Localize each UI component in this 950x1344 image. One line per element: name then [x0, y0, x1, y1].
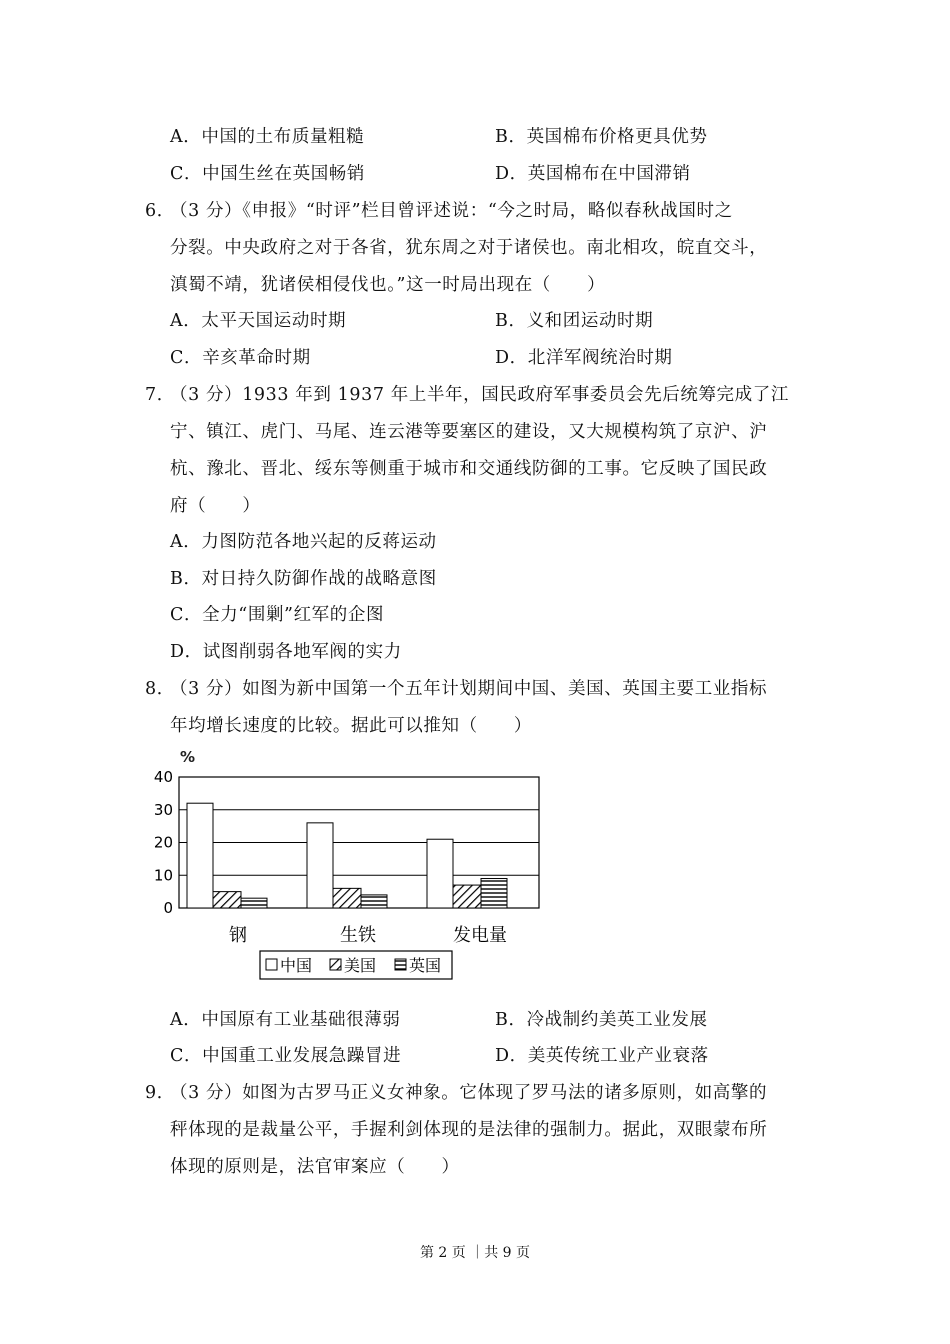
x-category-label: 钢 [229, 925, 247, 946]
q8-option-c: C．中国重工业发展急躁冒进 [170, 1046, 402, 1066]
q8-option-b: B．冷战制约美英工业发展 [495, 1010, 708, 1030]
q9-number: 9． [145, 1083, 175, 1103]
q7-stem-line-2: 宁、镇江、虎门、马尾、连云港等要塞区的建设，又大规模构筑了京沪、沪 [170, 422, 768, 442]
q7-option-c: C．全力“围剿”红军的企图 [170, 605, 385, 625]
q7-option-a: A．力图防范各地兴起的反蒋运动 [170, 532, 437, 552]
legend-label: 英国 [409, 956, 442, 975]
legend-label: 中国 [280, 956, 313, 975]
q8-stem-line-2: 年均增长速度的比较。据此可以推知（ ） [170, 716, 532, 736]
q8-option-d: D．美英传统工业产业衰落 [495, 1046, 709, 1066]
legend-label: 美国 [344, 956, 377, 975]
q7-stem-line-1: （3 分）1933 年到 1937 年上半年，国民政府军事委员会先后统筹完成了江 [170, 385, 789, 405]
bar-英国-钢 [241, 898, 267, 908]
bar-英国-发电量 [481, 879, 507, 908]
q6-number: 6． [145, 201, 175, 221]
q6-stem-line-3: 滇蜀不靖，犹诸侯相侵伐也。”这一时局出现在（ ） [170, 275, 606, 295]
q8-stem-line-1: （3 分）如图为新中国第一个五年计划期间中国、美国、英国主要工业指标 [170, 679, 768, 699]
q8-option-a: A．中国原有工业基础很薄弱 [170, 1010, 401, 1030]
q7-stem-line-3: 杭、豫北、晋北、绥东等侧重于城市和交通线防御的工事。它反映了国民政 [170, 459, 768, 479]
bar-美国-发电量 [453, 885, 481, 908]
y-tick-label: 0 [163, 899, 173, 917]
q5-option-c: C．中国生丝在英国畅销 [170, 164, 365, 184]
q7-number: 7． [145, 385, 175, 405]
y-axis-unit-label: % [180, 748, 196, 766]
bar-英国-生铁 [361, 895, 387, 908]
legend-swatch-中国 [266, 959, 277, 970]
bar-美国-生铁 [333, 888, 361, 908]
legend-swatch-英国 [395, 959, 406, 970]
y-tick-label: 40 [153, 768, 173, 786]
q6-option-c: C．辛亥革命时期 [170, 348, 311, 368]
q5-option-b: B．英国棉布价格更具优势 [495, 127, 708, 147]
q8-number: 8． [145, 679, 175, 699]
page-footer: 第 2 页 ｜共 9 页 [419, 1245, 531, 1261]
q9-stem-line-2: 秤体现的是裁量公平，手握利剑体现的是法律的强制力。据此，双眼蒙布所 [170, 1120, 768, 1140]
x-category-label: 生铁 [340, 925, 376, 946]
industrial-growth-bar-chart [150, 740, 550, 990]
q7-stem-line-4: 府（ ） [170, 496, 261, 516]
bar-中国-发电量 [427, 839, 453, 908]
q7-option-b: B．对日持久防御作战的战略意图 [170, 569, 437, 589]
q5-option-d: D．英国棉布在中国滞销 [495, 164, 691, 184]
q9-stem-line-3: 体现的原则是，法官审案应（ ） [170, 1157, 460, 1177]
q6-option-a: A．太平天国运动时期 [170, 311, 347, 331]
q6-option-b: B．义和团运动时期 [495, 311, 654, 331]
x-category-label: 发电量 [453, 925, 507, 946]
y-tick-label: 20 [153, 833, 173, 852]
bar-中国-生铁 [307, 823, 333, 908]
q6-stem-line-2: 分裂。中央政府之对于各省，犹东周之对于诸侯也。南北相攻，皖直交斗， [170, 238, 768, 258]
q6-stem-line-1: （3 分）《申报》“时评”栏目曾评述说：“今之时局，略似春秋战国时之 [170, 201, 733, 221]
q9-stem-line-1: （3 分）如图为古罗马正义女神象。它体现了罗马法的诸多原则，如高擎的 [170, 1083, 768, 1103]
q6-option-d: D．北洋军阀统治时期 [495, 348, 673, 368]
q7-option-d: D．试图削弱各地军阀的实力 [170, 642, 402, 662]
bar-美国-钢 [213, 892, 241, 908]
bar-中国-钢 [187, 803, 213, 908]
y-tick-label: 10 [153, 866, 173, 885]
y-tick-label: 30 [153, 800, 173, 819]
legend-swatch-美国 [330, 959, 341, 970]
q5-option-a: A．中国的土布质量粗糙 [170, 127, 365, 147]
